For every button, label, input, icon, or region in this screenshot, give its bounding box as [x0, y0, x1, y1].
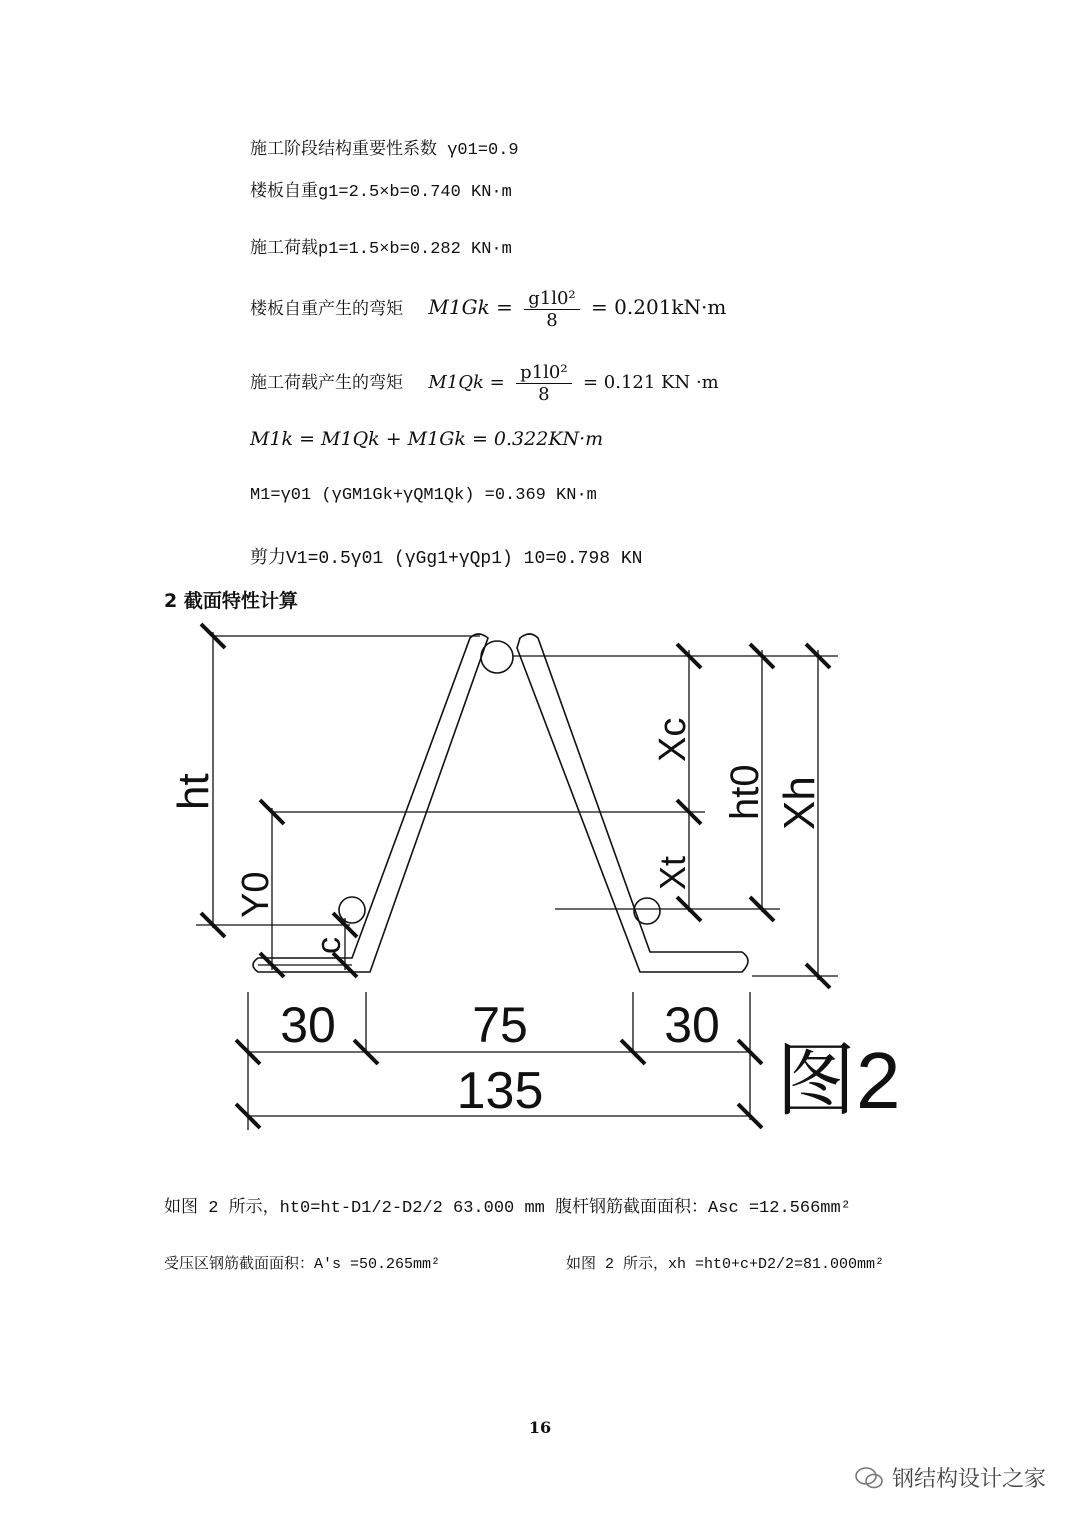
wechat-icon [854, 1465, 884, 1491]
moment-construction-denominator: 8 [538, 384, 550, 405]
note-compression-area: 受压区钢筋截面面积：A's =50.265mm² [164, 1256, 441, 1273]
moment-slab-numerator: g1l0² [524, 288, 579, 310]
dim-135: 135 [456, 1062, 544, 1120]
moment-construction-result: = 0.121 KN ·m [582, 372, 719, 393]
label-ht0: ht0 [723, 764, 767, 820]
moment-construction-label: 施工荷载产生的弯矩 [250, 375, 403, 394]
dim-30-right: 30 [664, 997, 720, 1053]
line-construction-load: 施工荷载p1=1.5×b=0.282 KN·m [250, 240, 512, 259]
line-moment-slab [250, 288, 726, 331]
note-ht0-asc: 如图 2 所示，ht0=ht-D1/2-D2/2 63.000 mm 腹杆钢筋截面面积：Asc =12.566mm² [164, 1199, 851, 1218]
moment-construction-lhs: M1Qk = [428, 372, 505, 393]
moment-slab-label: 楼板自重产生的弯矩 [250, 301, 403, 320]
label-xh: Xh [775, 776, 824, 830]
dim-75: 75 [472, 997, 528, 1053]
moment-slab-fraction [524, 288, 579, 331]
label-xc: Xc [652, 717, 694, 762]
line-moment-construction [250, 362, 719, 405]
label-y0: Y0 [235, 871, 277, 918]
moment-slab-result: = 0.201kN·m [591, 295, 727, 319]
line-shear-force: 剪力V1=0.5γ01 (γGg1+γQp1) 10=0.798 KN [250, 549, 643, 569]
line-design-moment: M1=γ01 (γGM1Gk+γQM1Qk) =0.369 KN·m [250, 486, 597, 505]
dim-30-left: 30 [280, 997, 336, 1053]
line-total-moment: M1k = M1Qk + M1Gk = 0.322KN·m [250, 428, 604, 450]
label-xt: Xt [652, 855, 693, 890]
moment-construction-numerator: p1l0² [516, 362, 571, 384]
label-ht: ht [169, 773, 218, 810]
moment-slab-lhs: M1Gk = [428, 295, 513, 319]
truss-section-figure [0, 600, 1080, 1160]
line-importance-factor: 施工阶段结构重要性系数 γ01=0.9 [250, 141, 519, 160]
note-xh: 如图 2 所示，xh =ht0+c+D2/2=81.000mm² [566, 1256, 885, 1273]
section-title: 2 截面特性计算 [164, 590, 298, 612]
label-c: c [310, 937, 348, 954]
figure-label: 图2 [776, 1036, 901, 1125]
moment-construction-fraction [516, 362, 571, 405]
watermark-text: 钢结构设计之家 [891, 1467, 1046, 1492]
moment-slab-denominator: 8 [546, 310, 558, 331]
line-slab-weight: 楼板自重g1=2.5×b=0.740 KN·m [250, 183, 512, 202]
page-number: 16 [528, 1418, 552, 1437]
watermark [854, 1462, 1046, 1493]
